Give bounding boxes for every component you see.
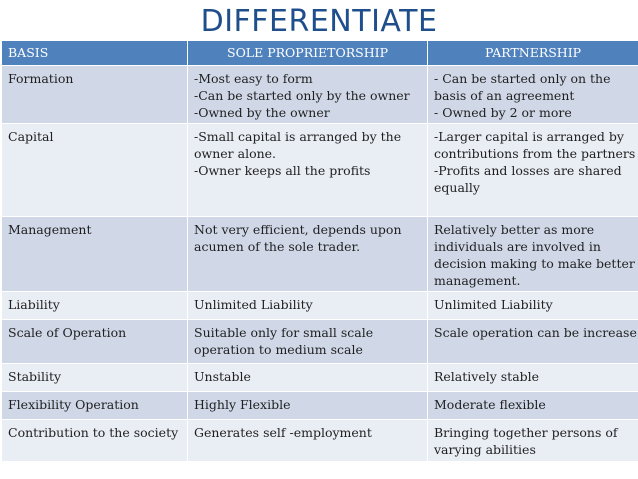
cell-text: operation to medium scale — [194, 342, 363, 357]
cell-partnership — [428, 420, 638, 462]
table-row — [2, 66, 638, 124]
cell-text: Management — [8, 222, 92, 237]
cell-partnership — [428, 124, 638, 217]
cell-text: basis of an agreement — [434, 88, 575, 103]
cell-sole — [188, 320, 428, 364]
header-row — [2, 41, 638, 66]
cell-partnership — [428, 320, 638, 364]
cell-text: acumen of the sole trader. — [194, 239, 361, 254]
cell-partnership — [428, 292, 638, 320]
table-row — [2, 364, 638, 392]
comparison-table — [1, 40, 638, 462]
cell-partnership — [428, 392, 638, 420]
slide-title: DIFFERENTIATE — [200, 4, 438, 39]
cell-basis — [2, 392, 188, 420]
cell-text: - Can be started only on the — [434, 71, 611, 86]
header-partnership: PARTNERSHIP — [428, 41, 638, 66]
cell-sole — [188, 124, 428, 217]
cell-text: owner alone. — [194, 146, 277, 161]
cell-text: Capital — [8, 129, 54, 144]
cell-basis — [2, 217, 188, 292]
cell-text: Relatively better as more — [434, 222, 595, 237]
cell-text: Generates self -employment — [194, 425, 372, 440]
cell-text: Suitable only for small scale — [194, 325, 374, 340]
cell-sole — [188, 292, 428, 320]
cell-text: -Most easy to form — [194, 71, 313, 86]
table-row — [2, 124, 638, 217]
cell-text: equally — [434, 180, 480, 195]
cell-text: -Profits and losses are shared — [434, 163, 622, 178]
cell-text: Scale operation can be increase — [434, 325, 637, 340]
table-row — [2, 420, 638, 462]
cell-text: Liability — [8, 297, 60, 312]
cell-sole — [188, 217, 428, 292]
cell-text: Unlimited Liability — [194, 297, 313, 312]
cell-text: Flexibility Operation — [8, 397, 139, 412]
cell-text: varying abilities — [434, 442, 536, 457]
cell-text: individuals are involved in — [434, 239, 601, 254]
cell-partnership — [428, 217, 638, 292]
table-row — [2, 292, 638, 320]
cell-sole — [188, 66, 428, 124]
cell-sole — [188, 364, 428, 392]
header-basis: BASIS — [2, 41, 188, 66]
cell-text: Bringing together persons of — [434, 425, 618, 440]
cell-text: -Owned by the owner — [194, 105, 330, 120]
cell-basis — [2, 320, 188, 364]
cell-text: Contribution to the society — [8, 425, 179, 440]
cell-text: Moderate flexible — [434, 397, 546, 412]
cell-basis — [2, 420, 188, 462]
cell-text: Scale of Operation — [8, 325, 127, 340]
cell-partnership — [428, 66, 638, 124]
table-row — [2, 217, 638, 292]
cell-text: Highly Flexible — [194, 397, 291, 412]
cell-basis — [2, 66, 188, 124]
cell-sole — [188, 392, 428, 420]
cell-text: Formation — [8, 71, 74, 86]
cell-text: contributions from the partners — [434, 146, 636, 161]
table-row — [2, 320, 638, 364]
cell-basis — [2, 364, 188, 392]
cell-text: Unlimited Liability — [434, 297, 553, 312]
table-row — [2, 392, 638, 420]
cell-text: Relatively stable — [434, 369, 540, 384]
cell-text: Stability — [8, 369, 62, 384]
cell-text: -Small capital is arranged by the — [194, 129, 402, 144]
header-sole-proprietorship: SOLE PROPRIETORSHIP — [188, 41, 428, 66]
cell-text: -Can be started only by the owner — [194, 88, 410, 103]
cell-text: management. — [434, 273, 521, 288]
cell-text: Unstable — [194, 369, 251, 384]
cell-text: Not very efficient, depends upon — [194, 222, 402, 237]
cell-basis — [2, 124, 188, 217]
cell-text: -Larger capital is arranged by — [434, 129, 624, 144]
cell-text: - Owned by 2 or more — [434, 105, 572, 120]
cell-sole — [188, 420, 428, 462]
cell-basis — [2, 292, 188, 320]
cell-partnership — [428, 364, 638, 392]
cell-text: decision making to make better — [434, 256, 635, 271]
cell-text: -Owner keeps all the profits — [194, 163, 371, 178]
